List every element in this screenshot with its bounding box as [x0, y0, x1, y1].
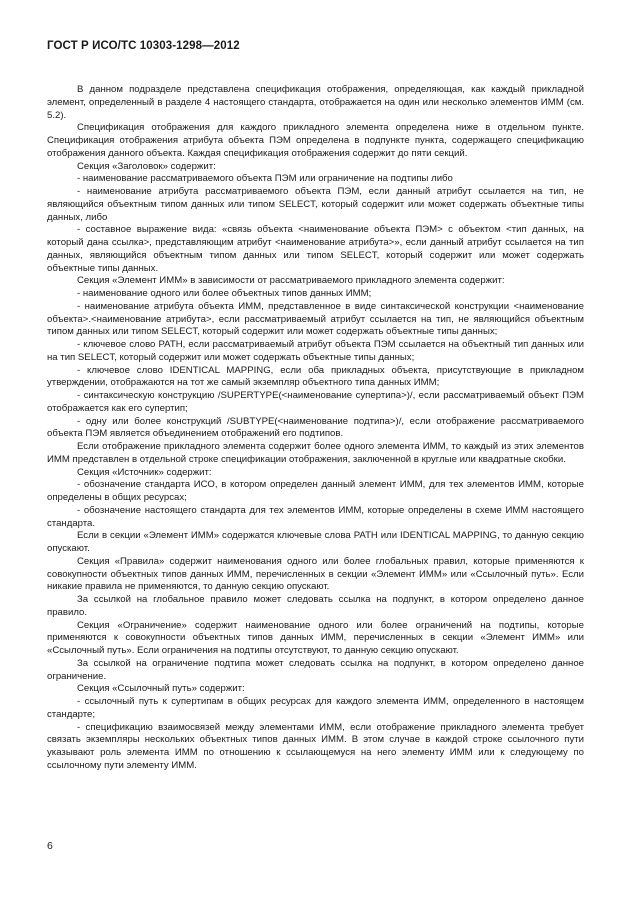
list-item: - ключевое слово PATH, если рассматриваемый атрибут объекта ПЭМ ссылается на объектный тип данных или на тип SELECT, который содержит или может содержать объектные типы данных;	[47, 339, 584, 363]
body-text	[47, 84, 584, 773]
paragraph: Секция «Источник» содержит:	[77, 466, 212, 478]
list-item: - наименование одного или более объектных типов данных ИММ;	[77, 288, 372, 299]
paragraph: Если в секции «Элемент ИММ» содержатся ключевые слова PATH или IDENTICAL MAPPING, то данную секцию опускают.	[47, 530, 584, 554]
list-item: - наименование атрибута рассматриваемого объекта ПЭМ, если данный атрибут ссылается на тип, не являющийся объектным типом данных или типом SELECT, который содержит или может содержать объектные типы данных, либо	[47, 186, 584, 223]
paragraph: За ссылкой на глобальное правило может следовать ссылка на подпункт, в котором определено данное правило.	[47, 594, 584, 618]
list-item: - наименование рассматриваемого объекта ПЭМ или ограничение на подтипы либо	[77, 173, 453, 185]
list-item: - ключевое слово IDENTICAL MAPPING, если оба прикладных объекта, присутствующие в прикладном утверждении, отображаются на тот же самый экземпляр объектного типа данных ИММ;	[47, 364, 584, 389]
list-item: - синтаксическую конструкцию /SUPERTYPE(<наименование супертипа>)/, если рассматриваемый объект ПЭМ отображается как его супертип;	[47, 390, 584, 414]
list-item: - ссылочный путь к супертипам в общих ресурсах для каждого элемента ИММ, определенного в настоящем стандарте;	[47, 696, 584, 720]
paragraph: Секция «Правила» содержит наименования одного или более глобальных правил, которые применяются к совокупности объектных типов данных ИММ, перечисленных в секции «Элемент ИММ» или «Ссылочный путь». Если никакие правила не применяются, то данную секцию опускают.	[47, 555, 584, 593]
paragraph: Секция «Ограничение» содержит наименование одного или более ограничений на подтипы, которые применяются к совокупности объектных типов данных ИММ, перечисленных в секции «Элемент ИММ» или «Ссылочный путь». Если ограничения на подтипы отсутствуют, то данную секцию опускают.	[47, 619, 584, 656]
paragraph: В данном подразделе представлена спецификация отображения, определяющая, как каждый прикладной элемент, определенный в разделе 4 настоящего стандарта, отображается на один или несколько элементов ИММ (см. 5.2).	[47, 84, 584, 121]
list-item: - спецификацию взаимосвязей между элементами ИММ, если отображение прикладного элемента требует связать экземпляры нескольких объектных типов данных ИММ. В этом случае в каждой строке ссылочного пути указывают роль элемента ИММ по отношению к ссылающемуся на него элементу ИММ или к следующему по ссылочному пути элементу ИММ.	[47, 721, 584, 771]
paragraph: Секция «Элемент ИММ» в зависимости от рассматриваемого прикладного элемента содержит:	[77, 275, 505, 287]
paragraph: Если отображение прикладного элемента содержит более одного элемента ИММ, то каждый из этих элементов ИММ представлен в отдельной строке спецификации отображения, заключенной в круглые или квадратные скобки.	[47, 441, 584, 465]
list-item: - одну или более конструкций /SUBTYPE(<наименование подтипа>)/, если отображение рассматриваемого объекта ПЭМ является объединением отображений его подтипов.	[47, 415, 584, 440]
list-item: - обозначение настоящего стандарта для тех элементов ИММ, которые определены в схеме ИММ настоящего стандарта.	[47, 504, 584, 529]
list-item: - составное выражение вида: «связь объекта <наименование объекта ПЭМ> с объектом <тип данных, на который дана ссылка>, представляющим атрибут <наименование атрибута>», если данный атрибут ссылается на тип данных, являющийся объектным типом данных или типом SELECT, который содержит или может содержать объектные типы данных.	[47, 224, 584, 274]
list-item: - обозначение стандарта ИСО, в котором определен данный элемент ИММ, для тех элементов ИММ, которые определены в общих ресурсах;	[47, 479, 584, 503]
page-number: 6	[47, 840, 53, 852]
list-item: - наименование атрибута объекта ИММ, представленное в виде синтаксической конструкции <наименование объекта>.<наименование атрибута>, если рассматриваемый атрибут ссылается на тип, не являющийся объектным типом данных или типом SELECT, который содержит или может содержать объектные типы данных;	[47, 300, 584, 338]
paragraph: За ссылкой на ограничение подтипа может следовать ссылка на подпункт, в котором определено данное ограничение.	[47, 657, 584, 682]
paragraph: Секция «Заголовок» содержит:	[77, 160, 216, 172]
paragraph: Секция «Ссылочный путь» содержит:	[77, 683, 245, 695]
paragraph: Спецификация отображения для каждого прикладного элемента определена ниже в отдельном пункте. Спецификация отображения атрибута объекта ПЭМ определена в подпункте пункта, содержащего спецификацию отображения данного объекта. Каждая спецификация отображения содержит до пяти секций.	[47, 122, 584, 159]
document-header: ГОСТ Р ИСО/ТС 10303-1298—2012	[47, 40, 240, 52]
